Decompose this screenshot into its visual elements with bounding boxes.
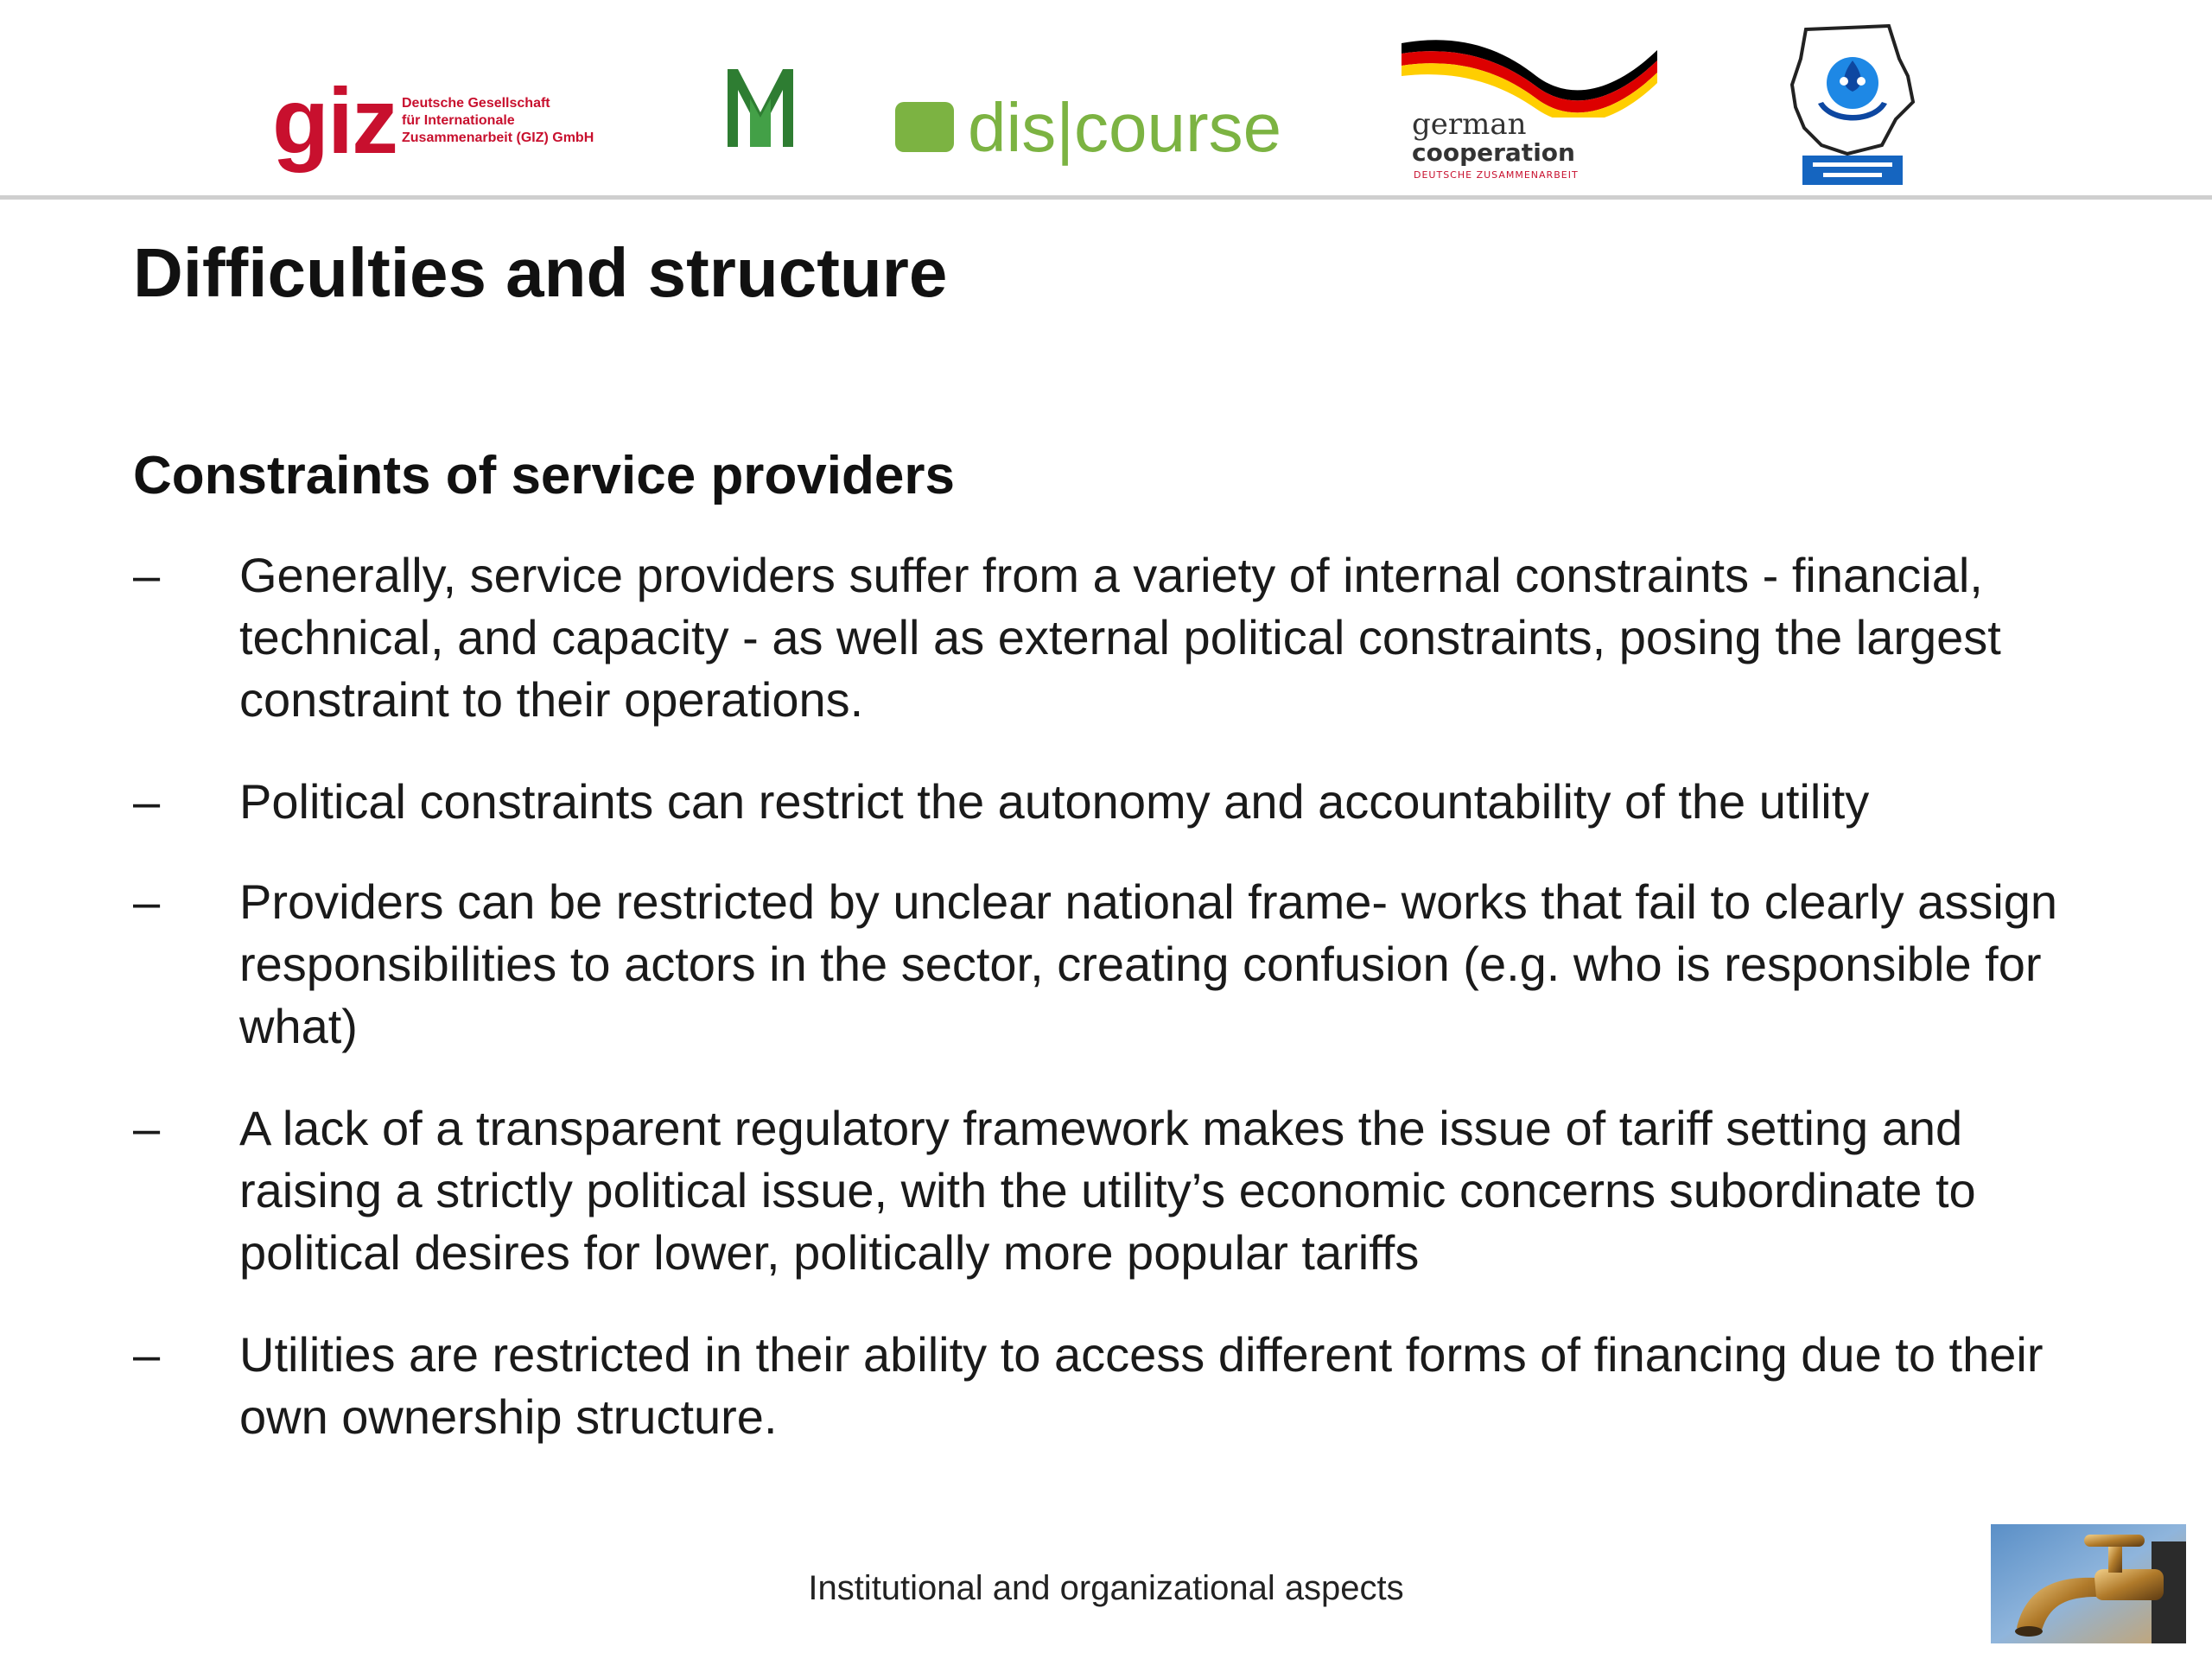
water-tap-photo bbox=[1991, 1524, 2186, 1643]
german-cooperation-logo bbox=[1398, 31, 1666, 187]
german-cooperation-line3: DEUTSCHE ZUSAMMENARBEIT bbox=[1414, 169, 1579, 181]
bullet-text: Utilities are restricted in their ability to access different forms of financing due to their own ownership structure. bbox=[239, 1327, 2044, 1444]
bullet-dash: – bbox=[133, 774, 161, 829]
slide-title: Difficulties and structure bbox=[133, 234, 948, 311]
giz-subtitle-line: Zusammenarbeit (GIZ) GmbH bbox=[402, 130, 594, 145]
german-flag-ribbon-icon bbox=[1398, 31, 1666, 118]
water-services-trust-fund-emblem bbox=[1787, 24, 1916, 190]
discourse-logo bbox=[895, 86, 1293, 169]
giz-subtitle bbox=[402, 95, 635, 147]
bullet-dash: – bbox=[133, 548, 161, 602]
giz-logo bbox=[272, 69, 635, 181]
german-cooperation-line1: german bbox=[1412, 107, 1527, 142]
bullet-dash: – bbox=[133, 1101, 161, 1155]
section-heading: Constraints of service providers bbox=[133, 446, 955, 505]
footer-text: Institutional and organizational aspects bbox=[808, 1569, 1404, 1607]
giz-wordmark: giz bbox=[272, 68, 397, 173]
logo-bar bbox=[0, 0, 2212, 195]
m-logo-icon bbox=[724, 64, 797, 150]
bullet-text: Generally, service providers suffer from a variety of internal constraints - financial, technical, and capacity - as well as external political constraints, posing the largest constraint to their operations. bbox=[239, 548, 2001, 727]
bullet-text: Providers can be restricted by unclear national frame- works that fail to clearly assign responsibilities to actors in the sector, creating confusion (e.g. who is responsible for what) bbox=[239, 874, 2058, 1053]
giz-subtitle-line: für Internationale bbox=[402, 113, 515, 128]
giz-subtitle-line: Deutsche Gesellschaft bbox=[402, 96, 550, 111]
bullet-dash: – bbox=[133, 1327, 161, 1382]
discourse-wordmark: dis|course bbox=[968, 89, 1282, 166]
header-divider bbox=[0, 195, 2212, 200]
bullet-text: A lack of a transparent regulatory framework makes the issue of tariff setting and raising a strictly political issue, with the utility’s economic concerns subordinate to political desires for lower, politically more popular tariffs bbox=[239, 1101, 1976, 1280]
bullet-dash: – bbox=[133, 874, 161, 929]
water-tap-photo bbox=[1991, 1524, 2186, 1643]
discourse-square-icon bbox=[895, 102, 954, 152]
german-cooperation-line2: cooperation bbox=[1412, 138, 1575, 167]
water-services-trust-fund-emblem bbox=[1787, 24, 1916, 190]
bullet-text: Political constraints can restrict the autonomy and accountability of the utility bbox=[239, 774, 1870, 829]
m-logo-icon bbox=[724, 64, 797, 150]
